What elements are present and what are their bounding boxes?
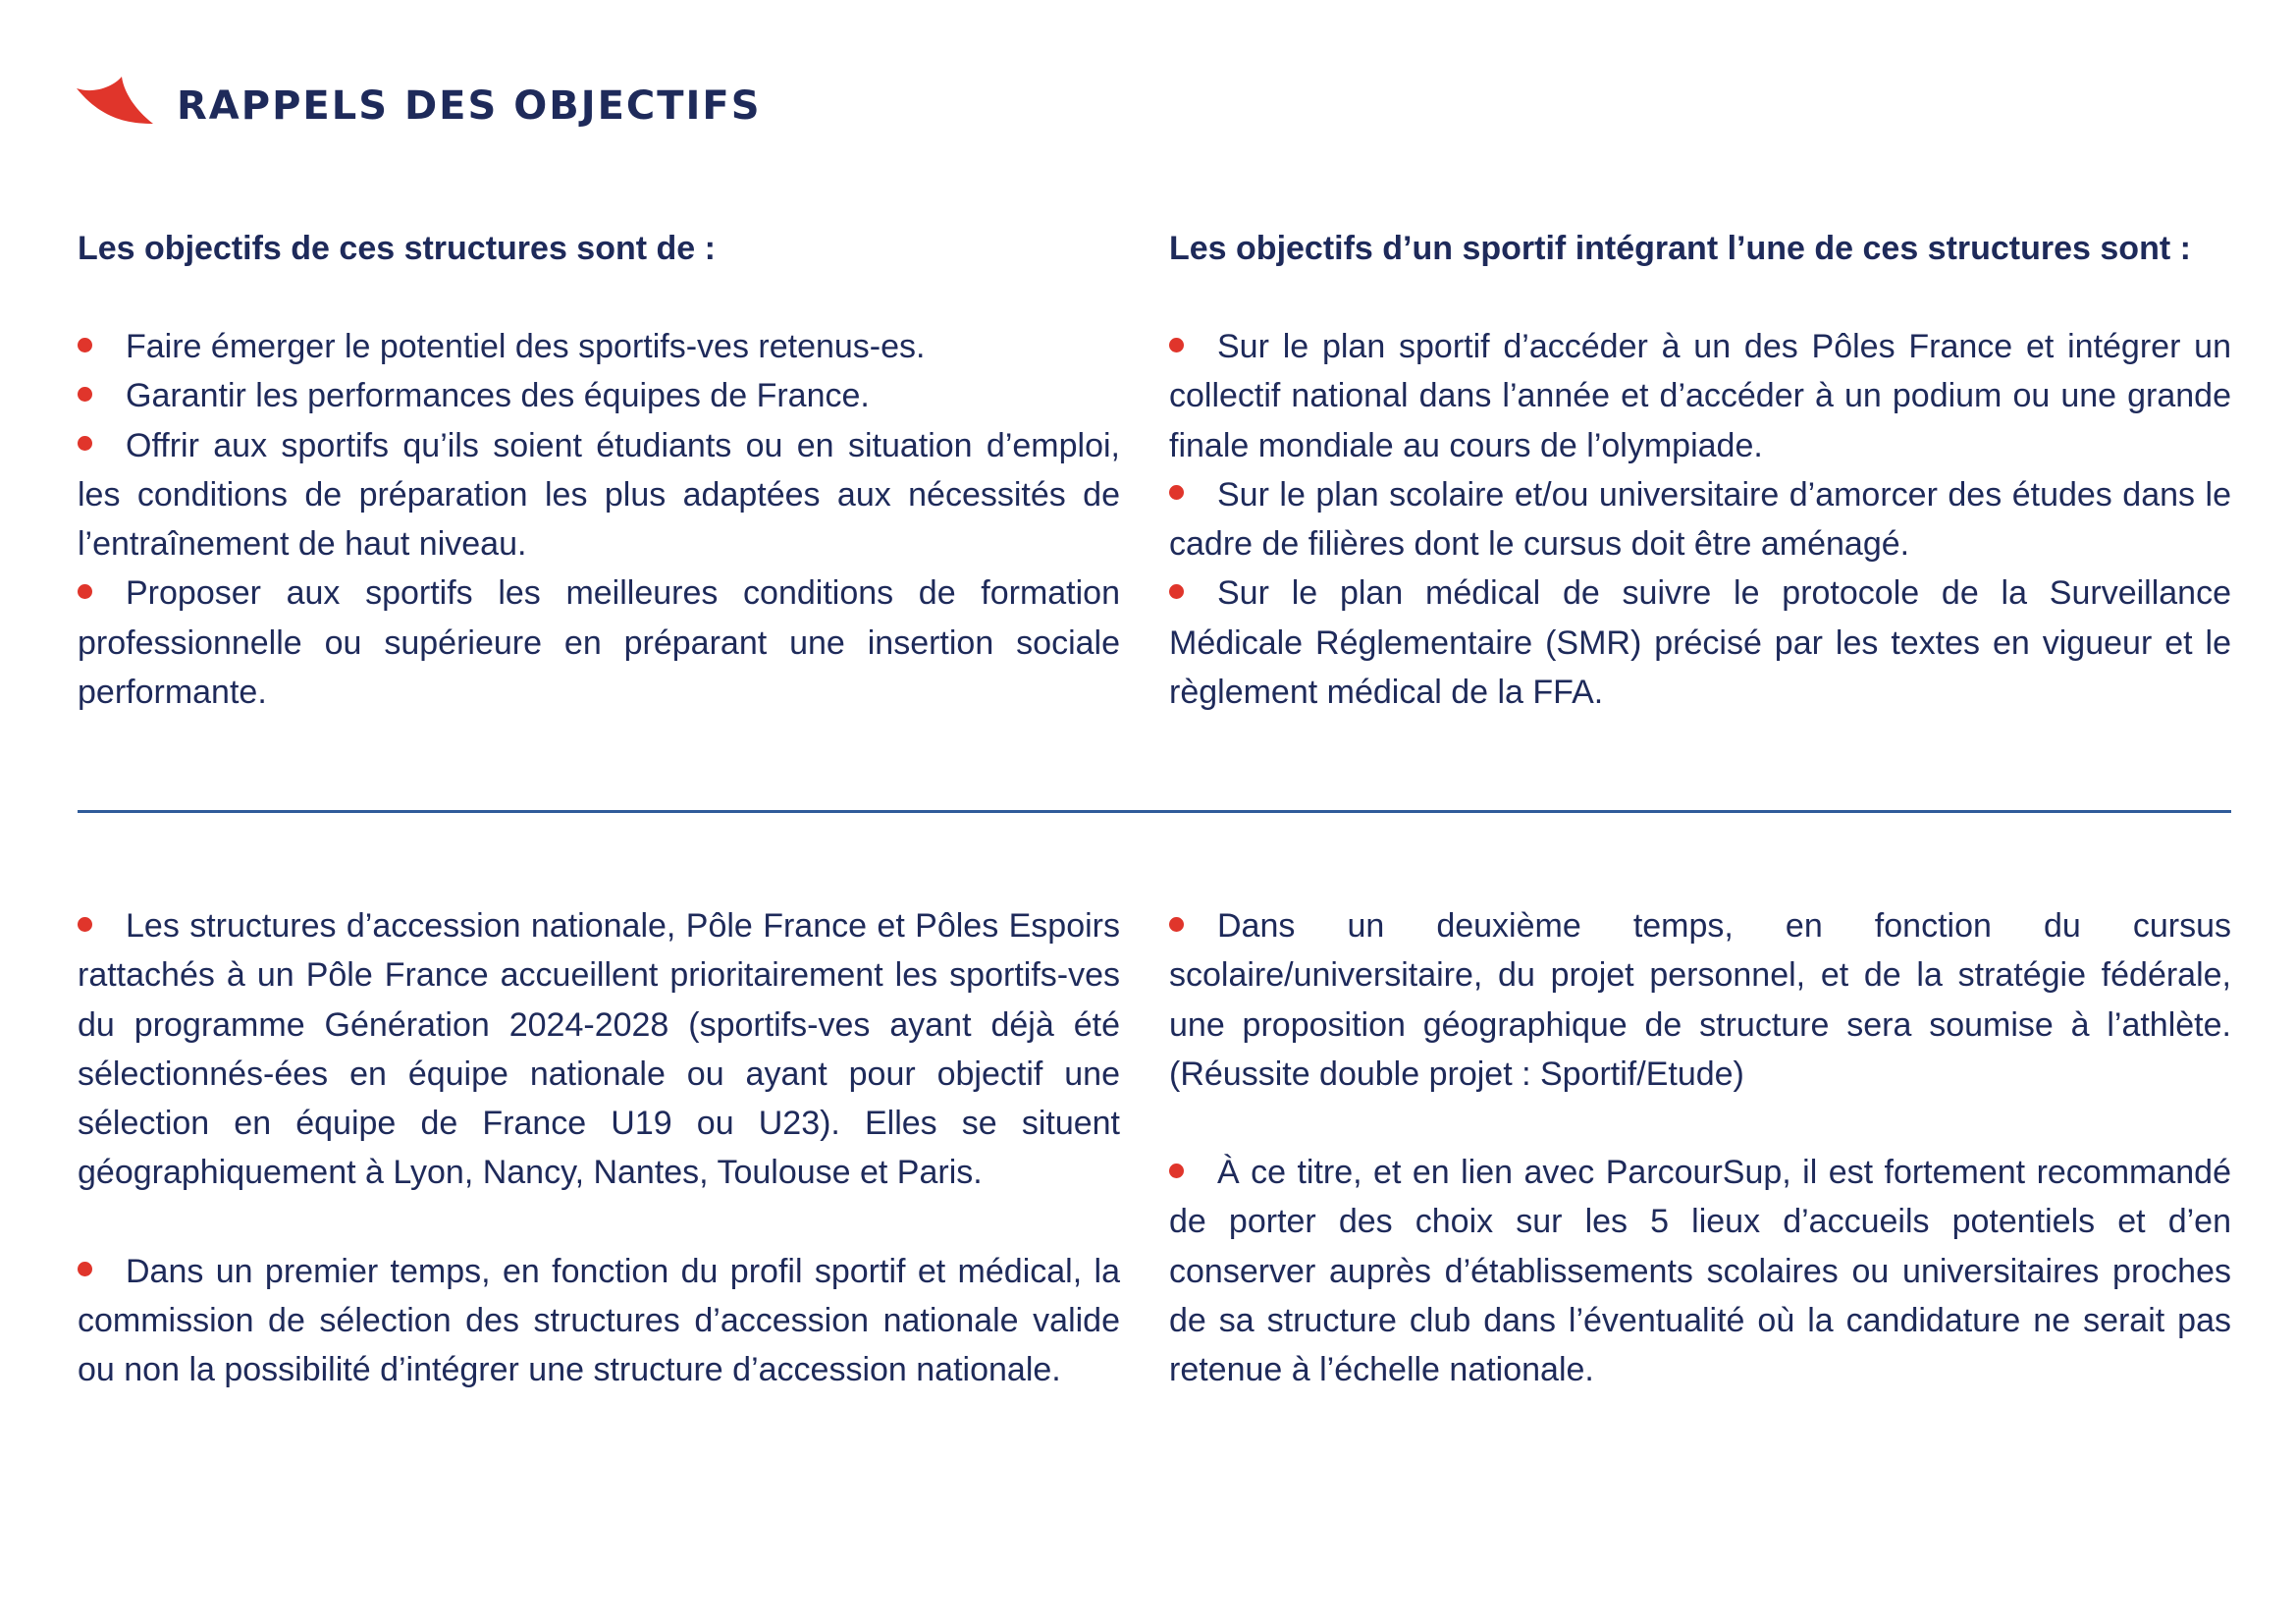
structures-objectives-heading: Les objectifs de ces structures sont de :: [78, 230, 716, 267]
bullet-icon: [78, 917, 92, 932]
athlete-objectives-heading: Les objectifs d’un sportif intégrant l’une de ces structures sont :: [1169, 230, 2191, 267]
list-item: Sur le plan sportif d’accéder à un des Pôles France et intégrer un collectif national dans l’année et d’accéder à un podium ou une grande finale mondiale au cours de l’olympiade.: [1169, 328, 2231, 464]
athlete-objectives-section: [1169, 224, 2231, 717]
placement-process-section: [1169, 901, 2231, 1395]
list-item: Offrir aux sportifs qu’ils soient étudiants ou en situation d’emploi, les conditions de préparation les plus adaptées aux nécessités de l’entraînement de haut niveau.: [78, 426, 1120, 564]
bullet-icon: [1169, 485, 1184, 500]
page-header: [75, 73, 762, 132]
red-wing-logo-icon: [75, 75, 155, 130]
list-item: Dans un deuxième temps, en fonction du cursus scolaire/universitaire, du projet personnel, et de la stratégie fédérale, une proposition géographique de structure sera soumise à l’athlète. (Réussite double projet : Sportif/Etude): [1169, 907, 2231, 1093]
bullet-icon: [78, 387, 92, 402]
list-item: Dans un premier temps, en fonction du profil sportif et médical, la commission de sélection des structures d’accession nationale valide ou non la possibilité d’intégrer une structure d’accession nationale.: [78, 1252, 1120, 1389]
section-divider: [78, 810, 2231, 813]
list-item: Proposer aux sportifs les meilleures conditions de formation professionnelle ou supérieure en préparant une insertion sociale performante.: [78, 574, 1120, 712]
bullet-icon: [78, 584, 92, 599]
list-item: Garantir les performances des équipes de France.: [78, 371, 1120, 420]
list-item: À ce titre, et en lien avec ParcourSup, il est fortement recommandé de porter des choix sur les 5 lieux d’accueils potentiels et d’en conserver auprès d’établissements scolaires ou universitaires proches de sa structure club dans l’éventualité où la candidature ne serait pas retenue à l’échelle nationale.: [1169, 1154, 2231, 1389]
page-title: RAPPELS DES OBJECTIFS: [177, 83, 762, 129]
list-item: Sur le plan médical de suivre le protocole de la Surveillance Médicale Réglementaire (SMR) précisé par les textes en vigueur et le règlement médical de la FFA.: [1169, 574, 2231, 712]
list-item: Les structures d’accession nationale, Pôle France et Pôles Espoirs rattachés à un Pôle France accueillent prioritairement les sportifs-ves du programme Génération 2024-2028 (sportifs-ves ayant déjà été sélectionnés-ées en équipe nationale ou ayant pour objectif une sélection en équipe de France U19 ou U23). Elles se situent géographiquement à Lyon, Nancy, Nantes, Toulouse et Paris.: [78, 907, 1120, 1192]
bullet-icon: [1169, 584, 1184, 599]
bullet-icon: [1169, 338, 1184, 352]
national-structures-section: [78, 901, 1120, 1395]
bullet-icon: [78, 338, 92, 352]
list-item: Faire émerger le potentiel des sportifs-ves retenus-es.: [78, 322, 1120, 371]
bullet-icon: [1169, 917, 1184, 932]
list-item: Sur le plan scolaire et/ou universitaire d’amorcer des études dans le cadre de filières dont le cursus doit être aménagé.: [1169, 475, 2231, 564]
bullet-icon: [78, 436, 92, 451]
structures-objectives-section: [78, 224, 1120, 717]
bullet-icon: [1169, 1164, 1184, 1178]
bullet-icon: [78, 1262, 92, 1276]
